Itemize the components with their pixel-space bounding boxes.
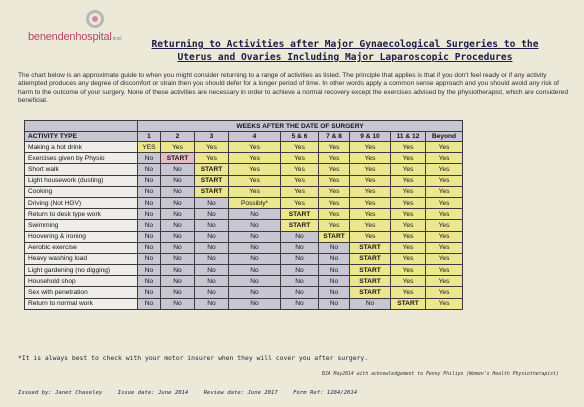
week-column-header: 3 (195, 132, 229, 142)
activity-label: Driving (Not HGV) (25, 197, 138, 208)
table-row (25, 153, 463, 164)
table-cell: Yes (426, 175, 463, 186)
insurer-footnote: *It is always best to check with your motor insurer when they will cover you after surgery. (18, 354, 369, 362)
table-cell: Yes (195, 142, 229, 153)
week-column-header: 7 & 8 (319, 132, 350, 142)
table-row (25, 242, 463, 253)
weeks-header: WEEKS AFTER THE DATE OF SURGERY (138, 121, 463, 132)
issue-date: Issue date: June 2014 (117, 390, 189, 396)
table-cell: Yes (281, 175, 319, 186)
table-cell: No (161, 265, 195, 276)
table-cell: No (229, 209, 281, 220)
table-cell: Yes (161, 142, 195, 153)
table-cell: Yes (350, 231, 391, 242)
review-date: Review date: June 2017 (203, 390, 278, 396)
table-cell: Yes (281, 153, 319, 164)
table-cell: No (161, 276, 195, 287)
form-ref: Form Ref: 1284/2014 (293, 390, 358, 396)
activity-label: Cooking (25, 186, 138, 197)
table-row (25, 197, 463, 208)
table-cell: Yes (426, 197, 463, 208)
table-cell: No (319, 253, 350, 264)
table-cell: No (161, 253, 195, 264)
table-cell: Yes (319, 142, 350, 153)
activity-label: Light gardening (no digging) (25, 265, 138, 276)
table-cell: YES (138, 142, 161, 153)
table-cell: No (195, 231, 229, 242)
table-cell: No (195, 197, 229, 208)
table-cell: No (161, 175, 195, 186)
hospital-logo (28, 10, 122, 46)
table-cell: No (319, 242, 350, 253)
table-cell: No (161, 231, 195, 242)
table-cell: Yes (319, 197, 350, 208)
table-cell: No (161, 298, 195, 309)
table-cell: No (195, 265, 229, 276)
table-cell: Yes (229, 186, 281, 197)
table-row (25, 209, 463, 220)
activity-label: Swimming (25, 220, 138, 231)
table-cell: No (229, 253, 281, 264)
table-cell: Yes (426, 253, 463, 264)
table-cell: Yes (319, 175, 350, 186)
table-row (25, 265, 463, 276)
table-cell: Yes (229, 142, 281, 153)
table-cell: Yes (319, 186, 350, 197)
activity-label: Sex with penetration (25, 287, 138, 298)
weeks-header-row (25, 121, 463, 132)
activity-label: Return to normal work (25, 298, 138, 309)
table-cell: Yes (281, 197, 319, 208)
issued-by: Issued by: Janet Chaseley (18, 390, 103, 396)
table-cell: No (138, 209, 161, 220)
table-cell: No (195, 298, 229, 309)
table-cell: START (195, 164, 229, 175)
column-header-row (25, 132, 463, 142)
table-cell: Yes (350, 220, 391, 231)
table-cell: Yes (426, 164, 463, 175)
table-row (25, 276, 463, 287)
table-cell: Yes (426, 153, 463, 164)
activity-type-header: ACTIVITY TYPE (25, 132, 138, 142)
table-cell: Yes (426, 209, 463, 220)
table-cell: Yes (350, 142, 391, 153)
table-cell: Yes (229, 175, 281, 186)
activities-table (24, 120, 462, 310)
table-cell: START (350, 276, 391, 287)
table-row (25, 164, 463, 175)
week-column-header: 4 (229, 132, 281, 142)
table-cell: START (161, 153, 195, 164)
table-cell: No (138, 231, 161, 242)
table-cell: No (281, 242, 319, 253)
table-cell: No (195, 253, 229, 264)
document-title: Returning to Activities after Major Gynaecological Surgeries to the Uterus and Ovaries Including Major Laparoscopic Procedures (151, 39, 539, 63)
table-row (25, 298, 463, 309)
table-cell: Yes (350, 209, 391, 220)
table-cell: Yes (426, 242, 463, 253)
table-cell: No (161, 242, 195, 253)
table-cell: No (229, 276, 281, 287)
table-cell: No (161, 209, 195, 220)
week-column-header: 5 & 6 (281, 132, 319, 142)
table-cell: No (138, 253, 161, 264)
table-cell: Yes (350, 153, 391, 164)
logo-mark-icon (86, 10, 104, 28)
table-cell: No (195, 220, 229, 231)
table-cell: No (138, 186, 161, 197)
table-cell: Yes (319, 153, 350, 164)
table-row (25, 220, 463, 231)
table-cell: Yes (426, 298, 463, 309)
activity-label: Aerobic exercise (25, 242, 138, 253)
table-cell: No (281, 276, 319, 287)
table-cell: Yes (391, 276, 426, 287)
table-cell: START (391, 298, 426, 309)
table-cell: Yes (319, 164, 350, 175)
table-cell: No (138, 175, 161, 186)
table-cell: Yes (350, 186, 391, 197)
table-cell: No (138, 287, 161, 298)
table-cell: START (350, 265, 391, 276)
table-cell: START (195, 175, 229, 186)
table-body (25, 142, 463, 310)
table-cell: No (319, 265, 350, 276)
table-cell: No (138, 265, 161, 276)
table-cell: Yes (391, 231, 426, 242)
table-row (25, 231, 463, 242)
table-cell: Yes (426, 220, 463, 231)
table-cell: Yes (391, 253, 426, 264)
table-cell: Yes (426, 186, 463, 197)
activity-label: Exercises given by Physio (25, 153, 138, 164)
week-column-header: Beyond (426, 132, 463, 142)
table-cell: START (281, 220, 319, 231)
table-cell: Yes (319, 220, 350, 231)
table-cell: Yes (426, 265, 463, 276)
table-row (25, 253, 463, 264)
table-cell: No (161, 287, 195, 298)
table-cell: Yes (281, 142, 319, 153)
table-cell: No (229, 287, 281, 298)
logo-wordmark: benendenhospitaltrust (28, 31, 122, 43)
table-cell: No (161, 164, 195, 175)
activity-label: Making a hot drink (25, 142, 138, 153)
table-cell: Yes (350, 197, 391, 208)
intro-paragraph: The chart below is an approximate guide to when you might consider returning to a range of activities as listed. The principle that applies is that if you don't feel ready or if any activity attempted produces any degree of discomfort or strain then you should defer for a longer period of time. In other words apply a common sense approach and you should avoid any risk of harm to the outcome of your surgery. None of these activities are necessary in order to achieve a normal recovery except the exercises advised by the physiotherapist, which are considered beneficial. (18, 72, 569, 104)
table-cell: No (229, 231, 281, 242)
table-row (25, 142, 463, 153)
table-row (25, 287, 463, 298)
table-cell: Yes (391, 265, 426, 276)
issue-info (18, 390, 538, 396)
table-cell: No (195, 287, 229, 298)
table-cell: Yes (391, 197, 426, 208)
table-cell: No (161, 186, 195, 197)
table-cell: Yes (426, 142, 463, 153)
table-cell: Yes (391, 186, 426, 197)
table-cell: No (195, 209, 229, 220)
table-row (25, 175, 463, 186)
activity-label: Light housework (dusting) (25, 175, 138, 186)
week-column-header: 1 (138, 132, 161, 142)
activity-label: Household shop (25, 276, 138, 287)
table-cell: START (350, 242, 391, 253)
table-cell: No (229, 242, 281, 253)
table-cell: Possibly* (229, 197, 281, 208)
table-cell: START (350, 253, 391, 264)
table-cell: No (161, 220, 195, 231)
table-cell: No (161, 197, 195, 208)
table-cell: Yes (350, 164, 391, 175)
table-cell: Yes (281, 186, 319, 197)
table-cell: Yes (426, 231, 463, 242)
table-cell: No (229, 220, 281, 231)
table-cell: No (195, 276, 229, 287)
weeks-header-blank (25, 121, 138, 132)
table-cell: Yes (391, 209, 426, 220)
table-cell: No (138, 242, 161, 253)
week-column-header: 2 (161, 132, 195, 142)
table-cell: No (350, 298, 391, 309)
table-cell: Yes (426, 276, 463, 287)
table-cell: Yes (391, 164, 426, 175)
table-cell: Yes (350, 175, 391, 186)
table-cell: Yes (426, 287, 463, 298)
table-cell: Yes (391, 153, 426, 164)
table-cell: START (319, 231, 350, 242)
table-cell: Yes (391, 287, 426, 298)
table-cell: No (195, 242, 229, 253)
table-cell: Yes (229, 153, 281, 164)
table-cell: No (319, 287, 350, 298)
table-cell: No (138, 197, 161, 208)
table-cell: No (229, 265, 281, 276)
table-cell: Yes (229, 164, 281, 175)
activity-label: Hoovering & ironing (25, 231, 138, 242)
acknowledgement: BJA May2014 with acknowledgement to Penny Philips (Women's Health Physiotherapist) (322, 372, 559, 377)
table-cell: START (281, 209, 319, 220)
table-cell: Yes (195, 153, 229, 164)
table-cell: No (281, 253, 319, 264)
table-cell: No (138, 220, 161, 231)
week-column-header: 9 & 10 (350, 132, 391, 142)
table-cell: START (350, 287, 391, 298)
table-cell: START (195, 186, 229, 197)
table-cell: Yes (319, 209, 350, 220)
table-cell: No (138, 153, 161, 164)
table-cell: No (138, 298, 161, 309)
activity-label: Heavy washing load (25, 253, 138, 264)
table-cell: No (281, 265, 319, 276)
table-cell: No (319, 298, 350, 309)
table-cell: No (281, 298, 319, 309)
activity-label: Short walk (25, 164, 138, 175)
table-cell: No (138, 164, 161, 175)
table-cell: No (281, 231, 319, 242)
week-column-header: 11 & 12 (391, 132, 426, 142)
table-cell: No (281, 287, 319, 298)
table-cell: No (319, 276, 350, 287)
table-cell: Yes (391, 242, 426, 253)
table-cell: No (138, 276, 161, 287)
activity-label: Return to desk type work (25, 209, 138, 220)
table-cell: No (229, 298, 281, 309)
table-row (25, 186, 463, 197)
table-cell: Yes (391, 175, 426, 186)
table-cell: Yes (281, 164, 319, 175)
table-cell: Yes (391, 220, 426, 231)
table-cell: Yes (391, 142, 426, 153)
